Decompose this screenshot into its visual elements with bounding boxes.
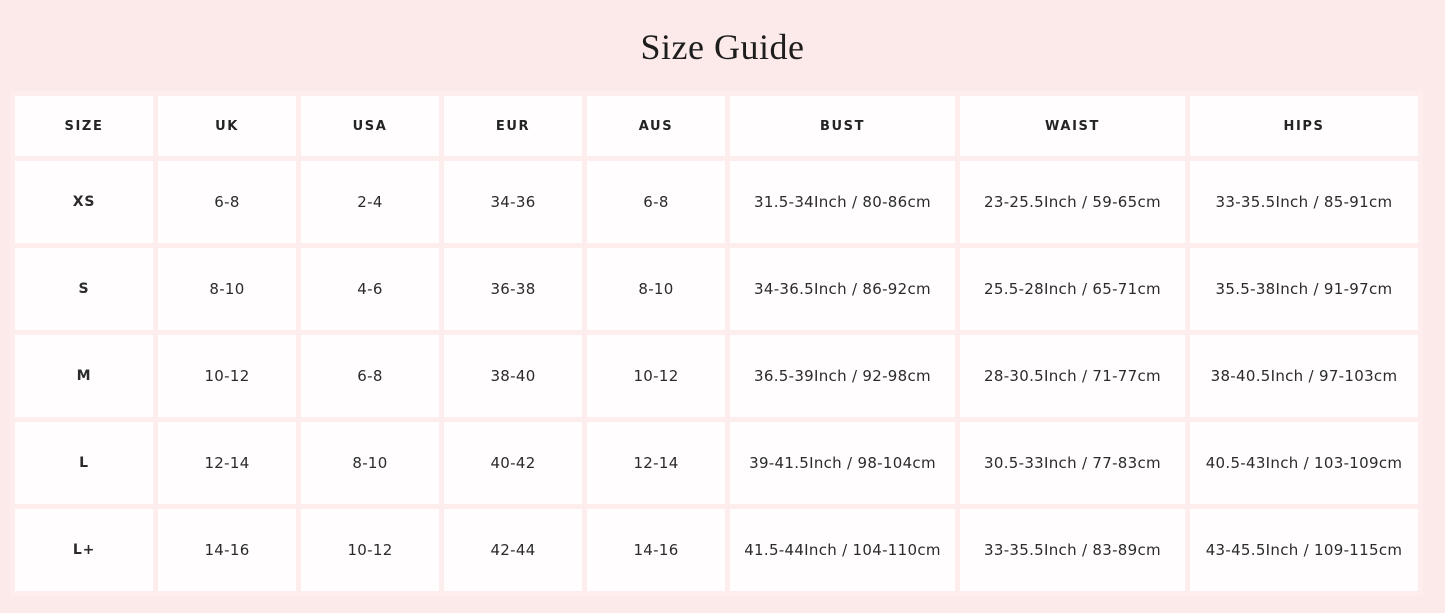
aus-cell: 8-10: [587, 248, 725, 330]
table-row-lplus: [15, 509, 1418, 591]
column-header-usa: USA: [301, 96, 439, 156]
size-cell: L: [15, 422, 153, 504]
bust-cell: 41.5-44Inch / 104-110cm: [730, 509, 955, 591]
column-header-aus: AUS: [587, 96, 725, 156]
waist-cell: 33-35.5Inch / 83-89cm: [960, 509, 1185, 591]
size-cell: M: [15, 335, 153, 417]
waist-cell: 28-30.5Inch / 71-77cm: [960, 335, 1185, 417]
bust-cell: 34-36.5Inch / 86-92cm: [730, 248, 955, 330]
uk-cell: 12-14: [158, 422, 296, 504]
uk-cell: 8-10: [158, 248, 296, 330]
usa-cell: 8-10: [301, 422, 439, 504]
eur-cell: 34-36: [444, 161, 582, 243]
hips-cell: 43-45.5Inch / 109-115cm: [1190, 509, 1418, 591]
hips-cell: 35.5-38Inch / 91-97cm: [1190, 248, 1418, 330]
waist-cell: 30.5-33Inch / 77-83cm: [960, 422, 1185, 504]
table-row-l: [15, 422, 1418, 504]
aus-cell: 10-12: [587, 335, 725, 417]
waist-cell: 23-25.5Inch / 59-65cm: [960, 161, 1185, 243]
uk-cell: 14-16: [158, 509, 296, 591]
size-guide-table: [10, 91, 1423, 596]
waist-cell: 25.5-28Inch / 65-71cm: [960, 248, 1185, 330]
usa-cell: 10-12: [301, 509, 439, 591]
column-header-hips: HIPS: [1190, 96, 1418, 156]
aus-cell: 14-16: [587, 509, 725, 591]
column-header-bust: BUST: [730, 96, 955, 156]
uk-cell: 10-12: [158, 335, 296, 417]
hips-cell: 40.5-43Inch / 103-109cm: [1190, 422, 1418, 504]
usa-cell: 6-8: [301, 335, 439, 417]
uk-cell: 6-8: [158, 161, 296, 243]
eur-cell: 38-40: [444, 335, 582, 417]
aus-cell: 6-8: [587, 161, 725, 243]
bust-cell: 39-41.5Inch / 98-104cm: [730, 422, 955, 504]
header-row: [15, 96, 1418, 156]
eur-cell: 40-42: [444, 422, 582, 504]
hips-cell: 38-40.5Inch / 97-103cm: [1190, 335, 1418, 417]
column-header-waist: WAIST: [960, 96, 1185, 156]
page-title: Size Guide: [640, 27, 805, 67]
table-row-xs: [15, 161, 1418, 243]
eur-cell: 42-44: [444, 509, 582, 591]
eur-cell: 36-38: [444, 248, 582, 330]
column-header-eur: EUR: [444, 96, 582, 156]
usa-cell: 4-6: [301, 248, 439, 330]
bust-cell: 36.5-39Inch / 92-98cm: [730, 335, 955, 417]
size-cell: XS: [15, 161, 153, 243]
usa-cell: 2-4: [301, 161, 439, 243]
size-cell: S: [15, 248, 153, 330]
column-header-size: SIZE: [15, 96, 153, 156]
size-cell: L+: [15, 509, 153, 591]
column-header-uk: UK: [158, 96, 296, 156]
table-row-m: [15, 335, 1418, 417]
aus-cell: 12-14: [587, 422, 725, 504]
table-row-s: [15, 248, 1418, 330]
hips-cell: 33-35.5Inch / 85-91cm: [1190, 161, 1418, 243]
bust-cell: 31.5-34Inch / 80-86cm: [730, 161, 955, 243]
